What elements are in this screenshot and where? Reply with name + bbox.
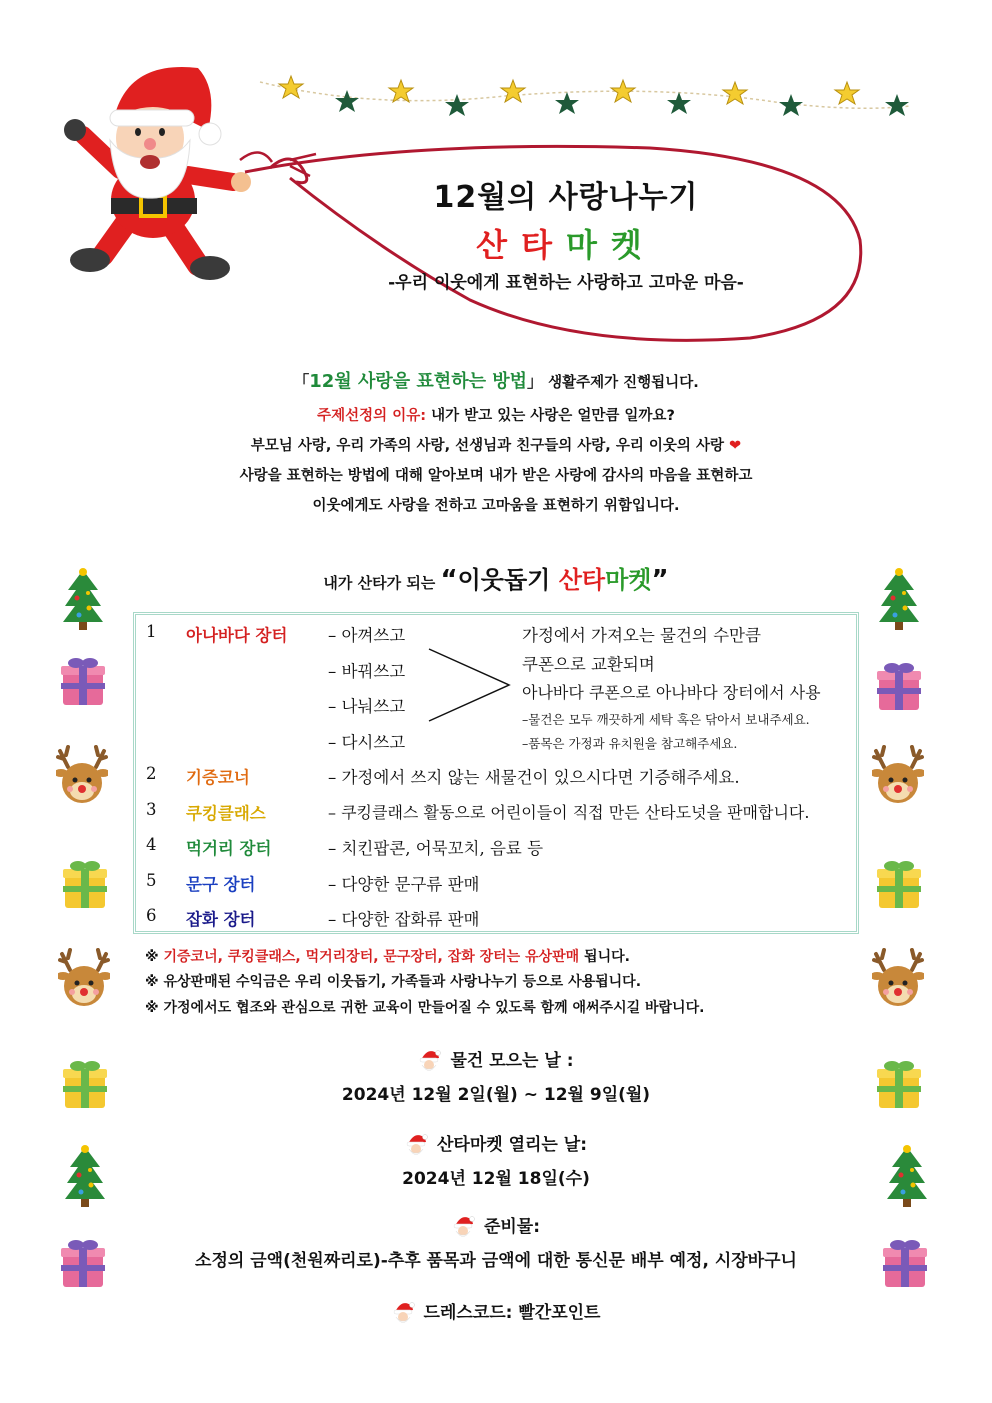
prep-label: 준비물: <box>0 1212 992 1240</box>
market-title-char: 마 <box>566 226 611 264</box>
row-number: 3 <box>146 800 157 819</box>
market-title-chars <box>476 226 656 264</box>
note-1: ※ 기증코너, 쿠킹클래스, 먹거리장터, 문구장터, 잡화 장터는 유상판매 됩니다. <box>145 949 630 965</box>
row-number: 6 <box>146 906 157 925</box>
row-number: 4 <box>146 835 157 854</box>
anabada-desc: 가정에서 가져오는 물건의 수만큼 <box>522 626 761 645</box>
anabada-note: –품목은 가정과 유치원을 참고해주세요. <box>522 736 738 751</box>
row-name-goods: 잡화 장터 <box>186 910 256 929</box>
heading-santa-char: 켓 <box>628 566 652 594</box>
heading-santa-char: 산 <box>558 566 582 594</box>
row-number: 5 <box>146 871 157 890</box>
reindeer-icon <box>56 745 108 807</box>
row-desc-donation: – 가정에서 쓰지 않는 새물건이 있으시다면 기증해주세요. <box>328 768 740 787</box>
prep-text: 소정의 금액(천원짜리로)-추후 품목과 금액에 대한 통신문 배부 예정, 시장바구니 <box>195 1251 797 1271</box>
row-name-food: 먹거리 장터 <box>186 839 272 858</box>
collect-label: 물건 모으는 날 : <box>0 1046 992 1074</box>
row-desc-goods: – 다양한 잡화류 판매 <box>328 910 480 929</box>
intro-line-5: 이웃에게도 사랑을 전하고 고마움을 표현하기 위함입니다. <box>312 498 680 514</box>
reindeer-icon <box>872 745 924 807</box>
anabada-item: – 나눠쓰고 <box>328 697 406 716</box>
reindeer-icon <box>872 948 924 1010</box>
heart-icon: ❤ <box>729 438 742 454</box>
gift-box-icon <box>876 858 922 910</box>
market-title-char: 켓 <box>610 226 656 264</box>
intro-line-3: 부모님 사랑, 우리 가족의 사랑, 선생님과 친구들의 사랑, 우리 이웃의 사랑 ❤ <box>250 438 742 454</box>
row-name-donation: 기증코너 <box>186 768 250 787</box>
theme-line: 「12월 사랑을 표현하는 방법」 생활주제가 진행됩니다. <box>293 371 699 392</box>
heading-santa-char: 타 <box>581 566 606 594</box>
page-title: 12월의 사랑나누기 <box>433 180 699 215</box>
market-title-char: 타 <box>521 226 566 264</box>
heading-santa-char: 마 <box>605 566 629 594</box>
anabada-item: – 다시쓰고 <box>328 733 406 752</box>
anabada-desc: 아나바다 쿠폰으로 아나바다 장터에서 사용 <box>522 683 821 702</box>
anabada-note: –물건은 모두 깨끗하게 세탁 혹은 닦아서 보내주세요. <box>522 712 810 727</box>
reason-line: 주제선정의 이유: 내가 받고 있는 사랑은 얼만큼 일까요? <box>317 408 675 424</box>
note-2: ※ 유상판매된 수익금은 우리 이웃돕기, 가족들과 사랑나누기 등으로 사용됩니다. <box>145 974 642 990</box>
anabada-item: – 바꿔쓰고 <box>328 662 406 681</box>
row-name-anabada: 아나바다 장터 <box>186 626 288 645</box>
anabada-item: – 아껴쓰고 <box>328 626 406 645</box>
page-subtitle: -우리 이웃에게 표현하는 사랑하고 고마운 마음- <box>388 273 744 293</box>
row-number: 1 <box>146 622 157 641</box>
row-desc-stationery: – 다양한 문구류 판매 <box>328 875 480 894</box>
collect-dates: 2024년 12월 2일(월) ~ 12월 9일(월) <box>341 1085 651 1105</box>
star-garland <box>255 70 915 130</box>
row-number: 2 <box>146 764 157 783</box>
market-title <box>140 220 992 266</box>
santa-face-icon <box>405 1132 429 1158</box>
market-title-char: 산 <box>476 226 522 264</box>
reindeer-icon <box>58 948 110 1010</box>
row-desc-cooking: – 쿠킹클래스 활동으로 어린이들이 직접 만든 산타도넛을 판매합니다. <box>328 803 810 822</box>
row-desc-food: – 치킨팝콘, 어묵꼬치, 음료 등 <box>328 839 544 858</box>
intro-line-4: 사랑을 표현하는 방법에 대해 알아보며 내가 받은 사랑에 감사의 마음을 표현하고 <box>239 468 753 484</box>
market-day-date: 2024년 12월 18일(수) <box>402 1169 590 1189</box>
bracket-arrow-icon <box>425 645 515 725</box>
santa-face-icon <box>452 1214 476 1240</box>
dress-code: 드레스코드: 빨간포인트 <box>0 1298 992 1326</box>
row-name-cooking: 쿠킹클래스 <box>186 804 266 823</box>
market-day-label: 산타마켓 열리는 날: <box>0 1130 992 1158</box>
santa-face-icon <box>418 1048 442 1074</box>
christmas-tree-icon <box>878 568 920 630</box>
gift-box-icon <box>876 660 922 712</box>
gift-box-icon <box>62 858 108 910</box>
note-3: ※ 가정에서도 협조와 관심으로 귀한 교육이 만들어질 수 있도록 함께 애써주시길 바랍니다. <box>145 1000 705 1016</box>
santa-face-icon <box>392 1300 416 1326</box>
market-heading: 내가 산타가 되는 “이웃돕기 산타마켓” <box>323 565 669 595</box>
anabada-desc: 쿠폰으로 교환되며 <box>522 655 655 674</box>
christmas-tree-icon <box>62 568 104 630</box>
row-name-stationery: 문구 장터 <box>186 875 256 894</box>
gift-box-icon <box>60 655 106 707</box>
heading-santa-chars <box>559 566 652 594</box>
